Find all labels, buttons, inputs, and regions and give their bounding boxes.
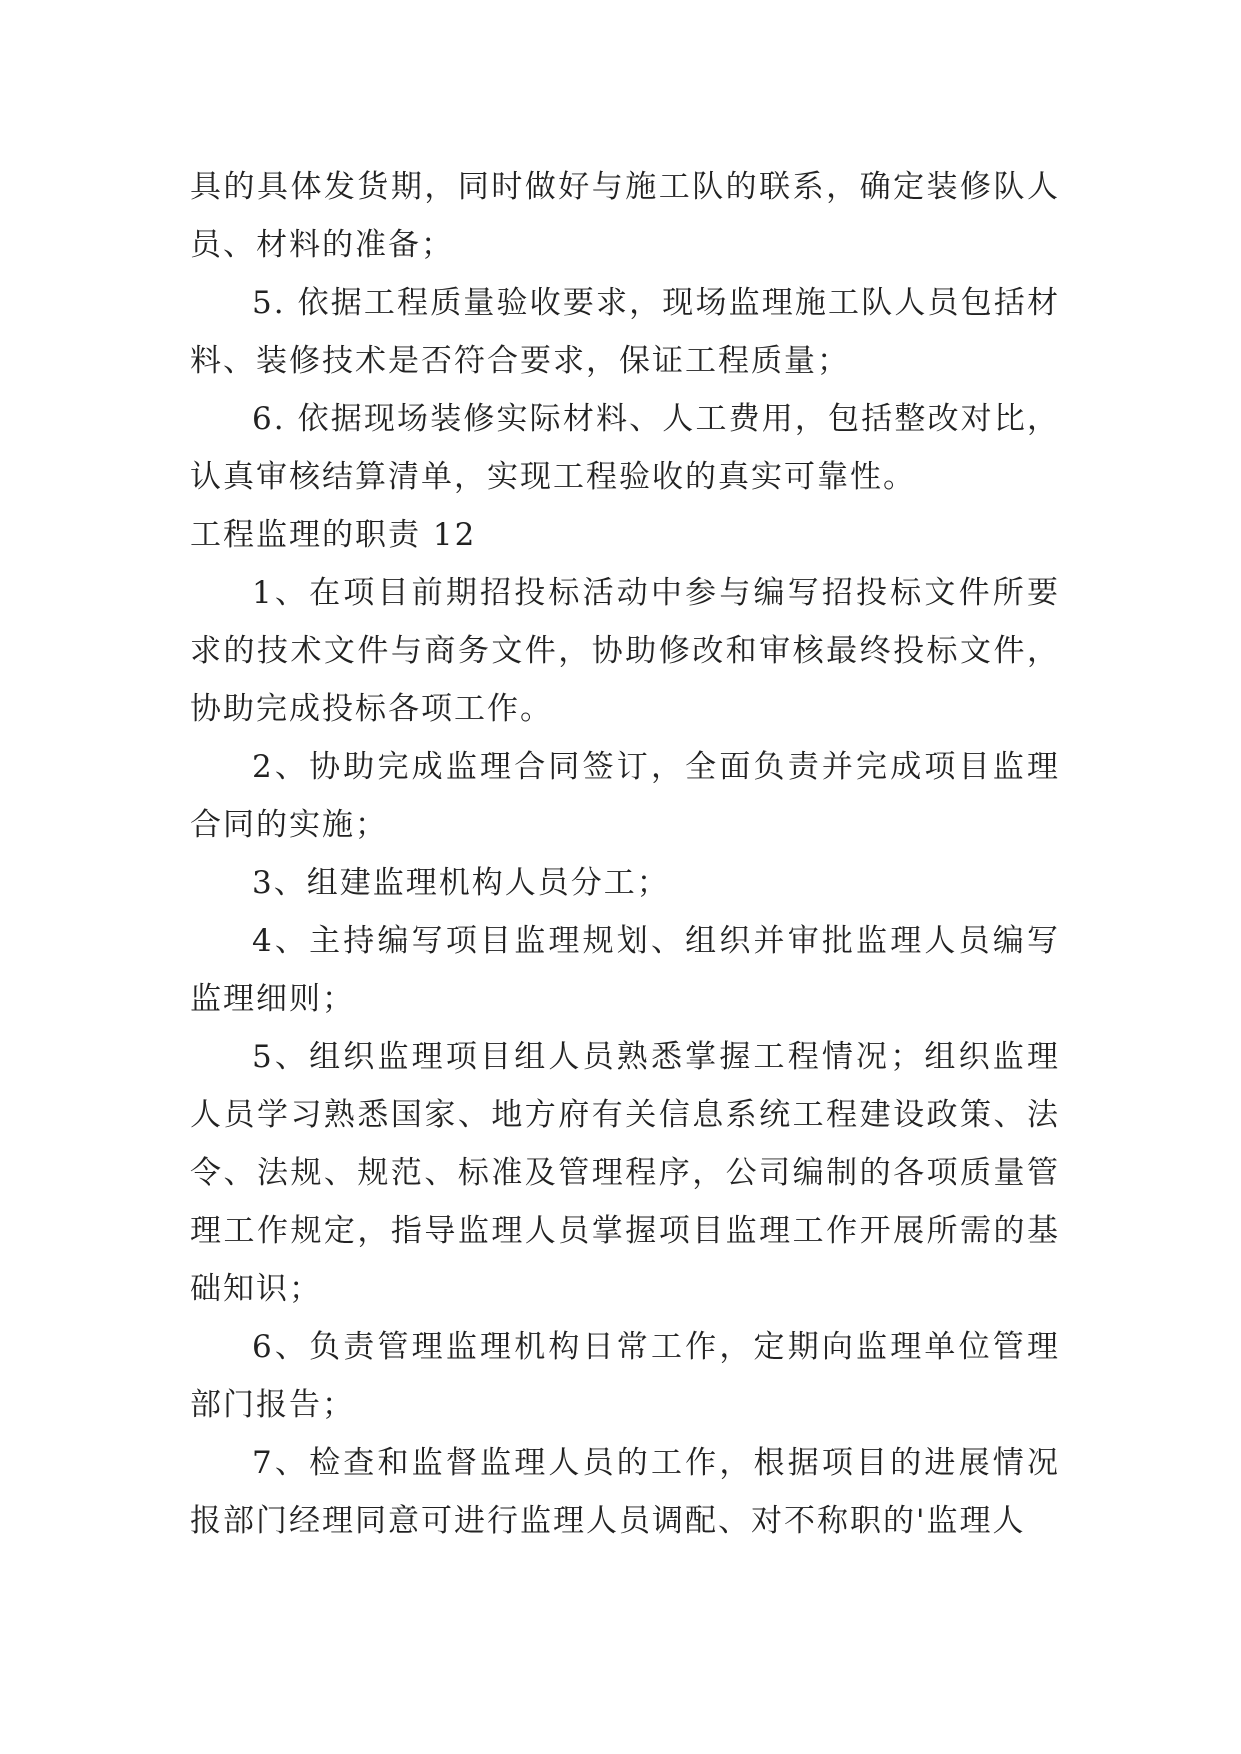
document-body xyxy=(190,158,1060,1550)
paragraph-continuation: 具的具体发货期，同时做好与施工队的联系，确定装修队人员、材料的准备； xyxy=(190,169,1060,263)
section-heading: 工程监理的职责 12 xyxy=(190,517,477,553)
duty-item-2: 2、协助完成监理合同签订，全面负责并完成项目监理合同的实施； xyxy=(190,749,1060,843)
duty-item-7: 7、检查和监督监理人员的工作，根据项目的进展情况报部门经理同意可进行监理人员调配、对不称职的'监理人 xyxy=(190,1445,1060,1539)
duty-item-4: 4、主持编写项目监理规划、组织并审批监理人员编写监理细则； xyxy=(190,923,1060,1017)
paragraph-item-5: 5. 依据工程质量验收要求，现场监理施工队人员包括材料、装修技术是否符合要求，保证工程质量； xyxy=(190,285,1060,379)
duty-item-1: 1、在项目前期招投标活动中参与编写招投标文件所要求的技术文件与商务文件，协助修改和审核最终投标文件，协助完成投标各项工作。 xyxy=(190,575,1060,727)
duty-item-6: 6、负责管理监理机构日常工作，定期向监理单位管理部门报告； xyxy=(190,1329,1060,1423)
paragraph-item-6: 6. 依据现场装修实际材料、人工费用，包括整改对比，认真审核结算清单，实现工程验收的真实可靠性。 xyxy=(190,401,1060,495)
duty-item-5: 5、组织监理项目组人员熟悉掌握工程情况；组织监理人员学习熟悉国家、地方府有关信息系统工程建设政策、法令、法规、规范、标准及管理程序，公司编制的各项质量管理工作规定，指导监理人员掌握项目监理工作开展所需的基础知识； xyxy=(190,1039,1060,1307)
duty-item-3: 3、组建监理机构人员分工； xyxy=(252,865,670,901)
